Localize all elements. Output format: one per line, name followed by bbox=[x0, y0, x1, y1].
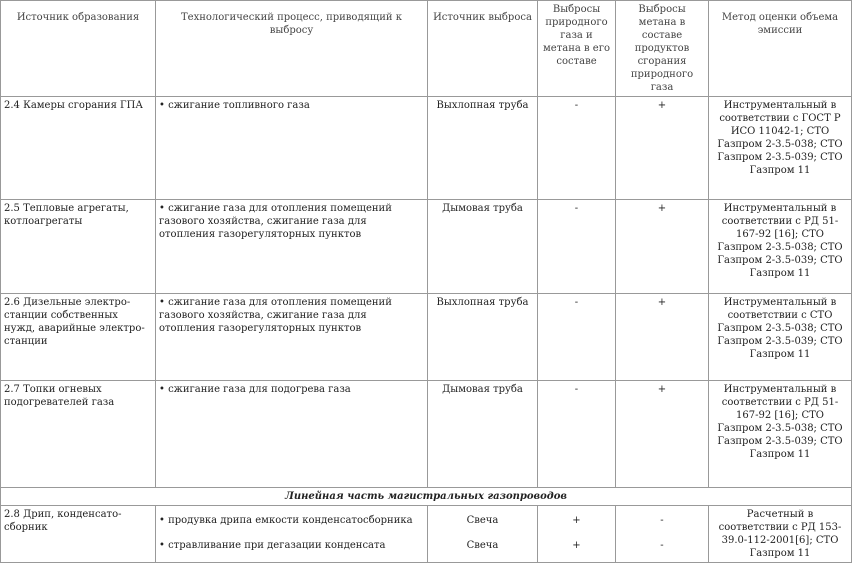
header-source: Источник образования bbox=[1, 1, 156, 97]
header-combustion: Выбросы метана в составе продуктов сгорания природного газа bbox=[616, 1, 709, 97]
cell-natural-gas: - bbox=[538, 294, 616, 381]
table-row bbox=[1, 97, 852, 200]
header-natural-gas: Выбросы природного газа и метана в его составе bbox=[538, 1, 616, 97]
cell-natural-gas: - bbox=[538, 200, 616, 294]
cell-combustion bbox=[616, 506, 709, 563]
cell-process: • сжигание топливного газа bbox=[156, 97, 428, 200]
header-method: Метод оценки объема эмиссии bbox=[709, 1, 852, 97]
process-item: • стравливание при дегазации конденсата bbox=[159, 540, 386, 551]
section-title: Линейная часть магистральных газопроводов bbox=[1, 488, 852, 506]
cell-process bbox=[156, 506, 428, 563]
cell-source: 2.6 Дизельные электро-станции собственных нужд, аварийные электро-станции bbox=[1, 294, 156, 381]
cell-emission-source: Дымовая труба bbox=[428, 381, 538, 488]
table-row bbox=[1, 381, 852, 488]
cell-emission-source: Выхлопная труба bbox=[428, 294, 538, 381]
header-row bbox=[1, 1, 852, 97]
emission-source-item: Свеча bbox=[466, 515, 499, 526]
cell-method: Инструментальный в соответствии с РД 51-167-92 [16]; СТО Газпром 2-3.5-038; СТО Газпром 2-3.5-039; СТО Газпром 11 bbox=[709, 200, 852, 294]
header-emission-source: Источник выброса bbox=[428, 1, 538, 97]
cell-source: 2.5 Тепловые агрегаты, котлоагрегаты bbox=[1, 200, 156, 294]
cell-emission-source bbox=[428, 506, 538, 563]
cell-process: • сжигание газа для отопления помещений газового хозяйства, сжигание газа для отопления газорегуляторных пунктов bbox=[156, 200, 428, 294]
cell-process: • сжигание газа для отопления помещений газового хозяйства, сжигание газа для отопления газорегуляторных пунктов bbox=[156, 294, 428, 381]
cell-natural-gas: - bbox=[538, 381, 616, 488]
table-row bbox=[1, 294, 852, 381]
cell-source: 2.8 Дрип, конденсато-сборник bbox=[1, 506, 156, 563]
cell-emission-source: Выхлопная труба bbox=[428, 97, 538, 200]
cell-process: • сжигание газа для подогрева газа bbox=[156, 381, 428, 488]
cell-emission-source: Дымовая труба bbox=[428, 200, 538, 294]
process-item: • продувка дрипа емкости конденсатосборника bbox=[159, 515, 413, 526]
natural-gas-item: + bbox=[572, 515, 581, 526]
cell-combustion: + bbox=[616, 97, 709, 200]
cell-method: Расчетный в соответствии с РД 153-39.0-112-2001[6]; СТО Газпром 11 bbox=[709, 506, 852, 563]
header-process: Технологический процесс, приводящий к выбросу bbox=[156, 1, 428, 97]
combustion-item: - bbox=[660, 515, 664, 526]
cell-combustion: + bbox=[616, 294, 709, 381]
combustion-item: - bbox=[660, 540, 664, 551]
cell-source: 2.4 Камеры сгорания ГПА bbox=[1, 97, 156, 200]
cell-source: 2.7 Топки огневых подогревателей газа bbox=[1, 381, 156, 488]
cell-combustion: + bbox=[616, 200, 709, 294]
cell-method: Инструментальный в соответствии с РД 51-167-92 [16]; СТО Газпром 2-3.5-038; СТО Газпром 2-3.5-039; СТО Газпром 11 bbox=[709, 381, 852, 488]
cell-combustion: + bbox=[616, 381, 709, 488]
section-row bbox=[1, 488, 852, 506]
table-row bbox=[1, 200, 852, 294]
emission-source-item: Свеча bbox=[466, 540, 499, 551]
natural-gas-item: + bbox=[572, 540, 581, 551]
cell-method: Инструментальный в соответствии с ГОСТ Р ИСО 11042-1; СТО Газпром 2-3.5-038; СТО Газпром 2-3.5-039; СТО Газпром 11 bbox=[709, 97, 852, 200]
cell-natural-gas bbox=[538, 506, 616, 563]
table-row bbox=[1, 506, 852, 563]
cell-method: Инструментальный в соответствии с СТО Газпром 2-3.5-038; СТО Газпром 2-3.5-039; СТО Газпром 11 bbox=[709, 294, 852, 381]
cell-natural-gas: - bbox=[538, 97, 616, 200]
